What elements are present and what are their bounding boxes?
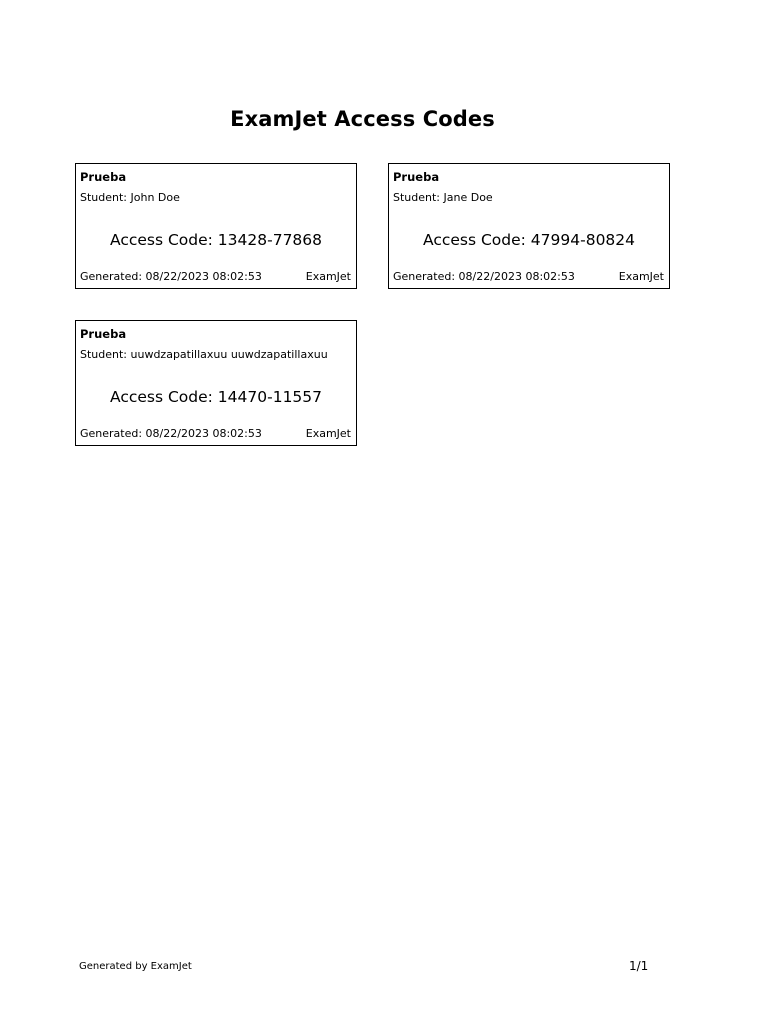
brand-label: ExamJet bbox=[618, 270, 664, 283]
access-code: Access Code: 14470-11557 bbox=[109, 388, 323, 406]
footer-generated-by: Generated by ExamJet bbox=[79, 961, 192, 972]
page-number: 1/1 bbox=[629, 959, 649, 973]
access-code: Access Code: 13428-77868 bbox=[109, 231, 323, 249]
access-code-card bbox=[75, 163, 357, 289]
access-code-card bbox=[388, 163, 670, 289]
brand-label: ExamJet bbox=[305, 270, 351, 283]
page-title: ExamJet Access Codes bbox=[230, 107, 495, 131]
access-code: Access Code: 47994-80824 bbox=[422, 231, 636, 249]
student-name: Student: Jane Doe bbox=[393, 191, 493, 204]
generated-timestamp: Generated: 08/22/2023 08:02:53 bbox=[80, 270, 262, 283]
student-name: Student: John Doe bbox=[80, 191, 180, 204]
exam-name: Prueba bbox=[393, 170, 440, 184]
generated-timestamp: Generated: 08/22/2023 08:02:53 bbox=[393, 270, 575, 283]
brand-label: ExamJet bbox=[305, 427, 351, 440]
student-name: Student: uuwdzapatillaxuu uuwdzapatillaxuu bbox=[80, 348, 328, 361]
generated-timestamp: Generated: 08/22/2023 08:02:53 bbox=[80, 427, 262, 440]
exam-name: Prueba bbox=[80, 327, 127, 341]
exam-name: Prueba bbox=[80, 170, 127, 184]
access-code-card bbox=[75, 320, 357, 446]
